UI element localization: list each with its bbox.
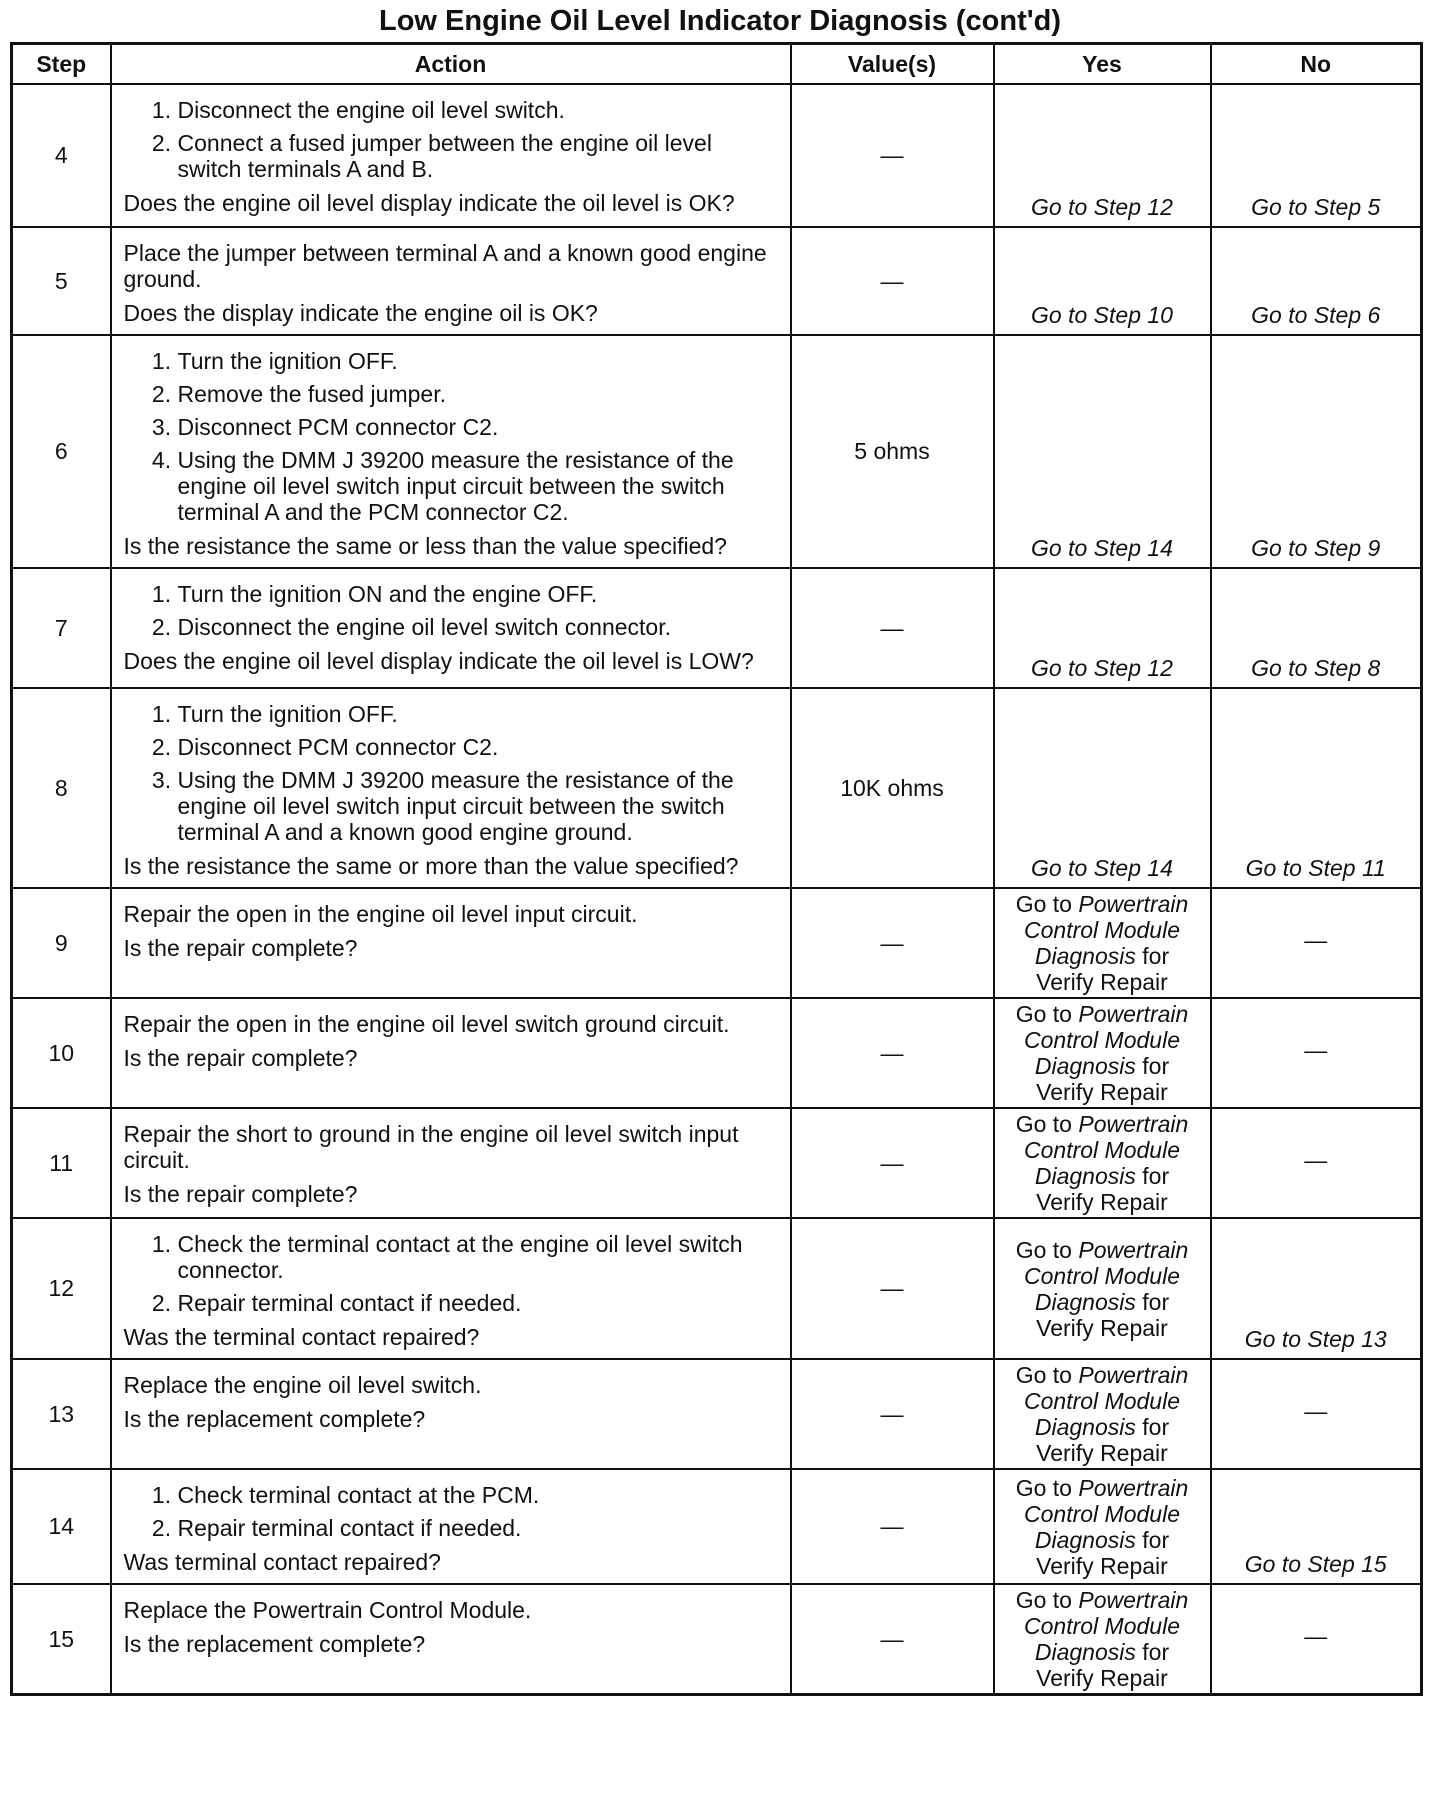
action-cell — [111, 335, 791, 568]
action-cell — [111, 1218, 791, 1359]
action-step: 2. Disconnect PCM connector C2. — [178, 734, 780, 760]
pcm-link-part: Powertrain — [1078, 891, 1189, 917]
action-cell — [111, 1469, 791, 1584]
action-question: Is the repair complete? — [123, 935, 358, 961]
value-cell: — — [791, 1108, 994, 1218]
action-cell — [111, 1359, 791, 1469]
yes-result: Go to Step 10 — [994, 227, 1211, 335]
action-cell — [111, 227, 791, 335]
step-number: 10 — [12, 998, 111, 1108]
table-row — [12, 1469, 1422, 1584]
action-steps — [124, 1482, 780, 1541]
for-text: for — [1135, 1288, 1170, 1315]
table-row — [12, 84, 1422, 227]
for-text: for — [1135, 1526, 1170, 1553]
goto-line — [999, 1639, 1206, 1665]
pcm-link-part: Diagnosis — [1034, 1639, 1136, 1665]
table-row — [12, 888, 1422, 998]
verify-text: Verify Repair — [1036, 1440, 1168, 1466]
action-step: 2. Remove the fused jumper. — [178, 381, 780, 407]
goto-text: Go to — [1015, 891, 1079, 917]
step-number: 15 — [12, 1584, 111, 1695]
table-row — [12, 335, 1422, 568]
action-steps — [124, 581, 780, 640]
value-cell: — — [791, 227, 994, 335]
no-result: Go to Step 5 — [1211, 84, 1422, 227]
table-row — [12, 998, 1422, 1108]
action-step: 3. Using the DMM J 39200 measure the resistance of the engine oil level switch input circuit between the switch terminal A and a known good engine ground. — [178, 767, 780, 845]
header-step: Step — [12, 44, 111, 85]
no-result: Go to Step 13 — [1211, 1218, 1422, 1359]
action-step: 2. Repair terminal contact if needed. — [178, 1290, 780, 1316]
verify-text: Verify Repair — [1036, 1314, 1168, 1341]
no-result: Go to Step 11 — [1211, 688, 1422, 888]
action-step: 3. Disconnect PCM connector C2. — [178, 414, 780, 440]
action-question: Is the replacement complete? — [123, 1406, 426, 1432]
no-result: Go to Step 15 — [1211, 1469, 1422, 1584]
for-text: for — [1135, 943, 1170, 969]
table-row — [12, 1108, 1422, 1218]
value-cell: — — [791, 1469, 994, 1584]
pcm-link-part: Control Module — [1024, 1388, 1180, 1414]
action-text: Repair the open in the engine oil level input circuit. — [123, 901, 638, 927]
goto-line — [999, 1289, 1206, 1315]
pcm-link-part: Diagnosis — [1034, 943, 1136, 969]
pcm-link-part: Powertrain — [1078, 1236, 1189, 1263]
action-question: Does the engine oil level display indicate the oil level is OK? — [123, 190, 735, 216]
action-text: Replace the engine oil level switch. — [123, 1372, 482, 1398]
no-result: Go to Step 6 — [1211, 227, 1422, 335]
yes-result: Go to Step 14 — [994, 335, 1211, 568]
action-step: 1. Turn the ignition OFF. — [178, 348, 780, 374]
action-cell — [111, 998, 791, 1108]
step-number: 4 — [12, 84, 111, 227]
goto-text: Go to — [1015, 1587, 1079, 1613]
table-header-row — [12, 44, 1422, 85]
pcm-link-part: Powertrain — [1078, 1362, 1189, 1388]
pcm-link-part: Control Module — [1024, 1137, 1180, 1163]
goto-line — [999, 1111, 1206, 1137]
table-row — [12, 568, 1422, 688]
action-cell — [111, 84, 791, 227]
header-action: Action — [111, 44, 791, 85]
goto-line — [999, 943, 1206, 969]
document-title: Low Engine Oil Level Indicator Diagnosis (cont'd) — [378, 5, 1061, 37]
yes-result — [994, 1584, 1211, 1695]
value-cell: — — [791, 998, 994, 1108]
pcm-link-part: Powertrain — [1078, 1001, 1189, 1027]
no-result: — — [1211, 888, 1422, 998]
action-steps — [124, 348, 780, 525]
goto-text: Go to — [1015, 1236, 1079, 1263]
action-step: 1. Disconnect the engine oil level switch. — [178, 97, 780, 123]
goto-line — [999, 1001, 1206, 1027]
action-step: 1. Turn the ignition OFF. — [178, 701, 780, 727]
no-result: Go to Step 8 — [1211, 568, 1422, 688]
table-row — [12, 1218, 1422, 1359]
for-text: for — [1135, 1163, 1170, 1189]
goto-line — [999, 1053, 1206, 1079]
action-steps — [124, 97, 780, 182]
pcm-link-part: Diagnosis — [1034, 1163, 1136, 1189]
value-cell: — — [791, 1584, 994, 1695]
step-number: 8 — [12, 688, 111, 888]
yes-result: Go to Step 12 — [994, 568, 1211, 688]
step-number: 9 — [12, 888, 111, 998]
action-cell — [111, 888, 791, 998]
yes-result: Go to Step 14 — [994, 688, 1211, 888]
pcm-link-part: Control Module — [1024, 1613, 1180, 1639]
pcm-link-part: Control Module — [1024, 917, 1180, 943]
verify-text: Verify Repair — [1036, 1665, 1168, 1691]
action-question: Is the resistance the same or more than the value specified? — [123, 853, 739, 879]
yes-result — [994, 1108, 1211, 1218]
goto-line — [999, 1414, 1206, 1440]
action-question: Is the resistance the same or less than the value specified? — [123, 533, 727, 559]
no-result: — — [1211, 1584, 1422, 1695]
table-row — [12, 688, 1422, 888]
table-row — [12, 1359, 1422, 1469]
header-no: No — [1211, 44, 1422, 85]
yes-result: Go to Step 12 — [994, 84, 1211, 227]
pcm-link-part: Diagnosis — [1034, 1053, 1136, 1079]
action-question: Does the engine oil level display indicate the oil level is LOW? — [123, 648, 754, 674]
goto-text: Go to — [1015, 1111, 1079, 1137]
action-question: Is the repair complete? — [123, 1181, 358, 1207]
value-cell: 5 ohms — [791, 335, 994, 568]
action-text: Replace the Powertrain Control Module. — [123, 1597, 532, 1623]
goto-text: Go to — [1015, 1001, 1079, 1027]
action-step: 2. Connect a fused jumper between the engine oil level switch terminals A and B. — [178, 130, 780, 182]
goto-line — [999, 1237, 1206, 1263]
action-text: Repair the open in the engine oil level switch ground circuit. — [123, 1011, 730, 1037]
action-cell — [111, 568, 791, 688]
action-cell — [111, 1108, 791, 1218]
for-text: for — [1135, 1414, 1170, 1440]
step-number: 7 — [12, 568, 111, 688]
action-step: 1. Check terminal contact at the PCM. — [178, 1482, 780, 1508]
action-steps — [124, 701, 780, 845]
no-result: — — [1211, 1359, 1422, 1469]
action-question: Was the terminal contact repaired? — [123, 1324, 480, 1350]
goto-line — [999, 1527, 1206, 1553]
for-text: for — [1135, 1639, 1170, 1665]
no-result: Go to Step 9 — [1211, 335, 1422, 568]
goto-line — [999, 891, 1206, 917]
step-number: 11 — [12, 1108, 111, 1218]
action-step: 4. Using the DMM J 39200 measure the resistance of the engine oil level switch input circuit between the switch terminal A and the PCM connector C2. — [178, 447, 780, 525]
yes-result — [994, 998, 1211, 1108]
pcm-link-part: Powertrain — [1078, 1111, 1189, 1137]
step-number: 6 — [12, 335, 111, 568]
no-result: — — [1211, 998, 1422, 1108]
pcm-link-part: Powertrain — [1078, 1587, 1189, 1613]
header-values: Value(s) — [791, 44, 994, 85]
action-step: 1. Check the terminal contact at the engine oil level switch connector. — [178, 1231, 780, 1283]
action-step: 1. Turn the ignition ON and the engine OFF. — [178, 581, 780, 607]
step-number: 13 — [12, 1359, 111, 1469]
goto-line — [999, 1475, 1206, 1501]
step-number: 5 — [12, 227, 111, 335]
pcm-link-part: Diagnosis — [1034, 1288, 1136, 1315]
verify-text: Verify Repair — [1036, 969, 1168, 995]
action-cell — [111, 688, 791, 888]
action-text: Place the jumper between terminal A and a known good engine ground. — [123, 240, 767, 292]
goto-line — [999, 1163, 1206, 1189]
diagnosis-table — [10, 42, 1423, 1696]
action-cell — [111, 1584, 791, 1695]
action-question: Is the replacement complete? — [123, 1631, 426, 1657]
value-cell: — — [791, 888, 994, 998]
value-cell: — — [791, 84, 994, 227]
yes-result — [994, 1359, 1211, 1469]
goto-text: Go to — [1015, 1362, 1079, 1388]
verify-text: Verify Repair — [1036, 1079, 1168, 1105]
value-cell: — — [791, 1218, 994, 1359]
table-row — [12, 227, 1422, 335]
header-yes: Yes — [994, 44, 1211, 85]
yes-result — [994, 888, 1211, 998]
value-cell: 10K ohms — [791, 688, 994, 888]
action-question: Does the display indicate the engine oil is OK? — [123, 300, 598, 326]
verify-text: Verify Repair — [1036, 1189, 1168, 1215]
for-text: for — [1135, 1053, 1170, 1079]
verify-text: Verify Repair — [1036, 1552, 1168, 1579]
yes-result — [994, 1218, 1211, 1359]
action-question: Was terminal contact repaired? — [123, 1549, 441, 1575]
step-number: 14 — [12, 1469, 111, 1584]
value-cell: — — [791, 568, 994, 688]
action-question: Is the repair complete? — [123, 1045, 358, 1071]
pcm-link-part: Control Module — [1024, 1500, 1180, 1527]
no-result: — — [1211, 1108, 1422, 1218]
action-step: 2. Disconnect the engine oil level switch connector. — [178, 614, 780, 640]
pcm-link-part: Control Module — [1024, 1262, 1180, 1289]
goto-line — [999, 1362, 1206, 1388]
goto-text: Go to — [1015, 1474, 1079, 1501]
pcm-link-part: Diagnosis — [1034, 1526, 1136, 1553]
value-cell: — — [791, 1359, 994, 1469]
yes-result — [994, 1469, 1211, 1584]
step-number: 12 — [12, 1218, 111, 1359]
pcm-link-part: Diagnosis — [1034, 1414, 1136, 1440]
action-step: 2. Repair terminal contact if needed. — [178, 1515, 780, 1541]
action-steps — [124, 1231, 780, 1316]
action-text: Repair the short to ground in the engine oil level switch input circuit. — [123, 1121, 739, 1173]
pcm-link-part: Powertrain — [1078, 1474, 1189, 1501]
table-body — [12, 84, 1422, 1695]
goto-line — [999, 1587, 1206, 1613]
table-row — [12, 1584, 1422, 1695]
pcm-link-part: Control Module — [1024, 1027, 1180, 1053]
